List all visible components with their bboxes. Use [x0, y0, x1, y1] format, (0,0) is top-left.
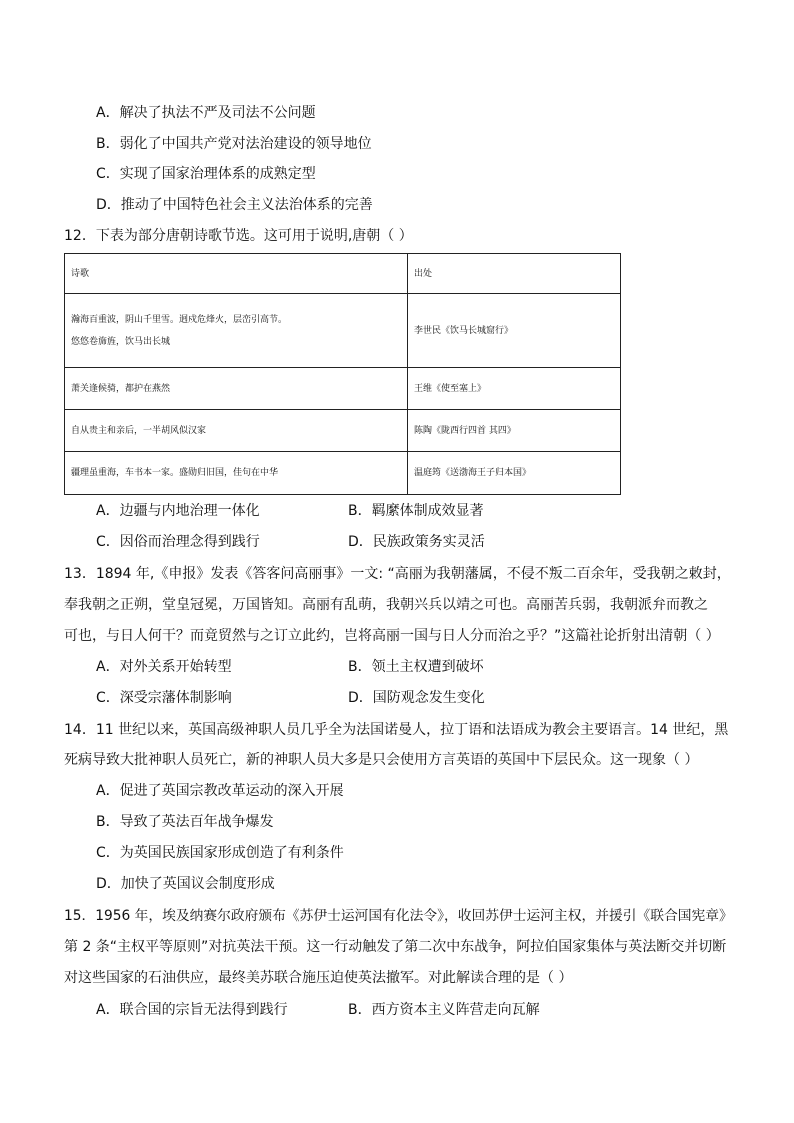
- q15-stem-line: 第 2 条“主权平等原则”对抗英法干预。这一行动触发了第二次中东战争，阿拉伯国家集体与英法断交并切断: [64, 939, 727, 955]
- poem-table: [64, 253, 621, 495]
- q13-option-d: D．国防观念发生变化: [348, 690, 485, 706]
- q11-option-c: C．实现了国家治理体系的成熟定型: [96, 166, 316, 182]
- q14-stem-line: 14．11 世纪以来，英国高级神职人员几乎全为法国诺曼人，拉丁语和法语成为教会主要语言。14 世纪，黑: [64, 722, 729, 738]
- poem-cell: 疆理虽重海，车书本一家。盛勋归旧国，佳句在中华: [65, 452, 408, 495]
- q11-option-d: D．推动了中国特色社会主义法治体系的完善: [96, 197, 373, 213]
- q13-stem-line: 奉我朝之正朔，堂皇冠冕，万国皆知。高丽有乱萌，我朝兴兵以靖之可也。高丽苦兵弱，我朝派弁而教之: [64, 597, 708, 613]
- table-row: [65, 452, 621, 495]
- poem-line: 悠悠卷旆旌，饮马出长城: [71, 336, 171, 347]
- source-cell: 陈陶《陇西行四首 其四》: [408, 410, 621, 452]
- q13-stem-line: 13．1894 年,《申报》发表《答客问高丽事》一文: “高丽为我朝藩属，不侵不叛二百余年，受我朝之敕封，: [64, 566, 731, 582]
- q13-option-a: A．对外关系开始转型: [96, 659, 232, 675]
- q12-option-b: B．羁縻体制成效显著: [348, 503, 484, 519]
- q14-option-b: B．导致了英法百年战争爆发: [96, 814, 274, 830]
- q14-option-c: C．为英国民族国家形成创造了有利条件: [96, 845, 344, 861]
- q15-stem-line: 对这些国家的石油供应，最终美苏联合施压迫使英法撤军。对此解读合理的是（ ）: [64, 970, 573, 986]
- table-header-row: [65, 254, 621, 294]
- table-row: [65, 368, 621, 410]
- poem-cell: 萧关逢候骑，都护在燕然: [65, 368, 408, 410]
- q13-option-c: C．深受宗藩体制影响: [96, 690, 232, 706]
- q12-option-d: D．民族政策务实灵活: [348, 534, 485, 550]
- q15-stem-line: 15．1956 年，埃及纳赛尔政府颁布《苏伊士运河国有化法令》，收回苏伊士运河主权，并援引《联合国宪章》: [64, 908, 733, 924]
- table-header-poem: 诗歌: [65, 254, 408, 294]
- table-row: [65, 294, 621, 368]
- source-cell: 李世民《饮马长城窟行》: [408, 294, 621, 368]
- q15-option-a: A．联合国的宗旨无法得到践行: [96, 1002, 288, 1018]
- q11-option-a: A．解决了执法不严及司法不公问题: [96, 105, 316, 121]
- poem-line: 瀚海百重波，阴山千里雪。迥戍危烽火，层峦引高节。: [71, 314, 288, 325]
- poem-cell: [65, 294, 408, 368]
- q14-option-a: A．促进了英国宗教改革运动的深入开展: [96, 783, 344, 799]
- q14-stem-line: 死病导致大批神职人员死亡，新的神职人员大多是只会使用方言英语的英国中下层民众。这一现象（ ）: [64, 752, 699, 768]
- q12-option-c: C．因俗而治理念得到践行: [96, 534, 260, 550]
- table-row: [65, 410, 621, 452]
- q12-stem: 12．下表为部分唐朝诗歌节选。这可用于说明,唐朝（ ）: [64, 228, 413, 244]
- source-cell: 王维《使至塞上》: [408, 368, 621, 410]
- q13-option-b: B．领土主权遭到破坏: [348, 659, 484, 675]
- source-cell: 温庭筠《送渤海王子归本国》: [408, 452, 621, 495]
- q13-stem-line: 可也，与日人何干？而竟贸然与之订立此约，岂将高丽一国与日人分而治之乎？”这篇社论折射出清朝（ ）: [64, 628, 720, 644]
- q15-option-b: B．西方资本主义阵营走向瓦解: [348, 1002, 540, 1018]
- q12-option-a: A．边疆与内地治理一体化: [96, 503, 260, 519]
- table-header-source: 出处: [408, 254, 621, 294]
- q11-option-b: B．弱化了中国共产党对法治建设的领导地位: [96, 136, 372, 152]
- q14-option-d: D．加快了英国议会制度形成: [96, 876, 275, 892]
- poem-cell: 自从贵主和亲后，一半胡风似汉家: [65, 410, 408, 452]
